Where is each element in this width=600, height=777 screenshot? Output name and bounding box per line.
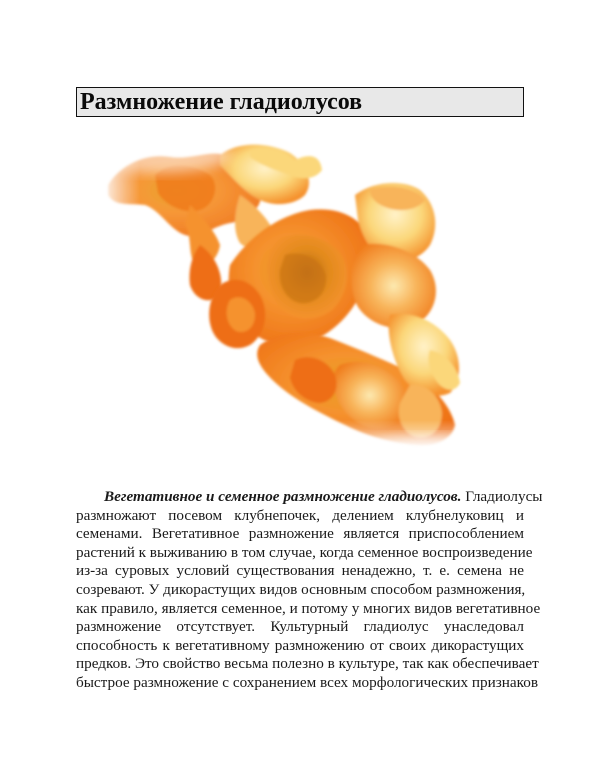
paragraph-lead: Вегетативное и семенное размножение гладиолусов. — [104, 488, 462, 505]
section-heading: Размножение гладиолусов — [80, 89, 363, 115]
paragraph-line-7: как правило, является семенное, и потому у многих видов вегетативное — [76, 599, 541, 617]
paragraph-line-3: семенами. Вегетативное размножение является приспособлением — [76, 525, 524, 543]
paragraph-line-11: быстрое размножение с сохранением всех морфологических признаков — [76, 673, 538, 691]
paragraph-line-2: размножают посевом клубнепочек, делением клубнелуковиц и — [76, 506, 524, 524]
paragraph-line-6: созревают. У дикорастущих видов основным способом размножения, — [76, 580, 526, 598]
paragraph-line-5: из-за суровых условий существования ненадежно, т. е. семена не — [76, 562, 524, 580]
paragraph-line-10: предков. Это свойство весьма полезно в культуре, так как обеспечивает — [76, 655, 539, 673]
paragraph-line-1: Вегетативное и семенное размножение гладиолусов. Гладиолусы — [104, 488, 543, 505]
paragraph-line-8: размножение отсутствует. Культурный гладиолус унаследовал — [76, 618, 524, 636]
paragraph-line-9: способность к вегетативному размножению от своих дикорастущих — [76, 636, 524, 654]
body-paragraph — [76, 488, 543, 693]
gladiolus-illustration — [100, 135, 500, 455]
paragraph-line-4: растений к выживанию в том случае, когда семенное воспроизведение — [76, 543, 533, 561]
section-heading-box — [76, 87, 524, 117]
